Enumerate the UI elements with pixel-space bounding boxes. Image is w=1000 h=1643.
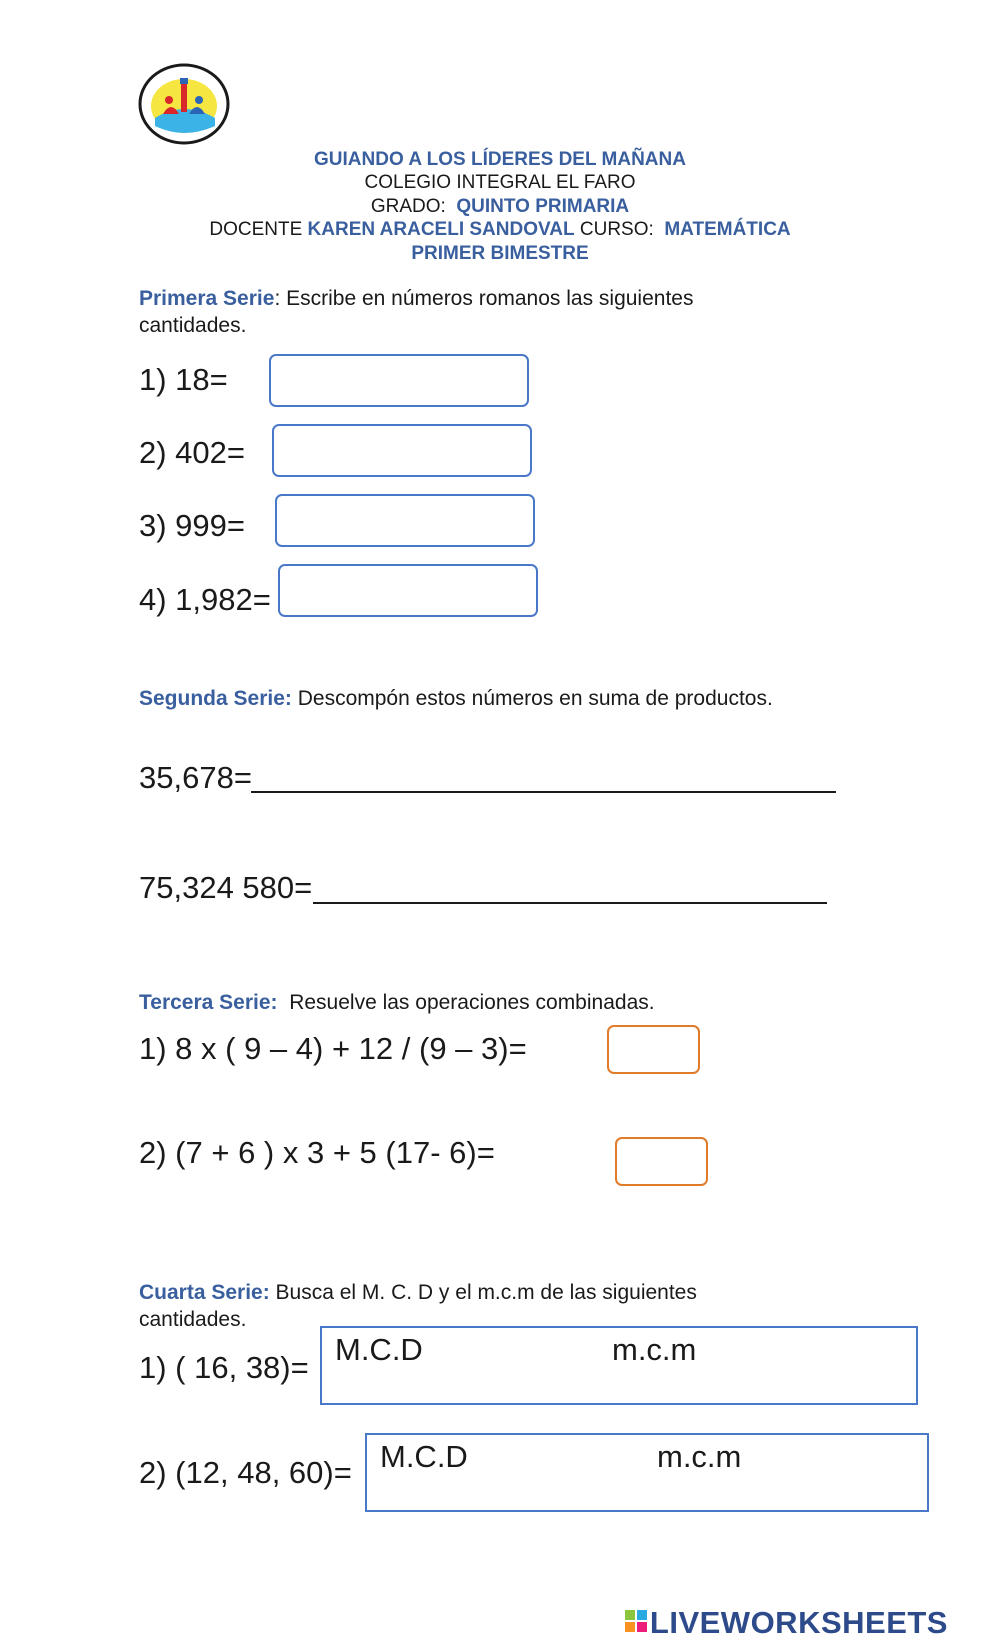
serie2-title: Segunda Serie: [139,687,292,710]
school-name: COLEGIO INTEGRAL EL FARO [364,172,636,193]
serie2-answer-line-1[interactable] [251,791,836,793]
serie1-answer-3[interactable] [275,494,535,547]
period: PRIMER BIMESTRE [411,243,589,264]
serie1-instruction: : Escribe en números romanos las siguientes cantidades. [139,287,694,337]
serie1-question-2: 2) 402= [139,435,246,470]
serie4-question-1: 1) ( 16, 38)= [139,1350,309,1385]
serie2-question-1: 35,678= [139,760,252,795]
serie4-title: Cuarta Serie: [139,1281,270,1304]
serie3-answer-2[interactable] [615,1137,708,1186]
teacher-line [0,218,1000,242]
mcd-label-1: M.C.D [335,1332,423,1367]
serie1-question-3: 3) 999= [139,508,246,543]
mcm-label-2: m.c.m [657,1439,742,1474]
school-motto: GUIANDO A LOS LÍDERES DEL MAÑANA [314,149,686,170]
serie3-title: Tercera Serie: [139,991,278,1014]
mcd-label-2: M.C.D [380,1439,468,1474]
grade-line [0,195,1000,219]
serie2-answer-line-2[interactable] [313,902,827,904]
serie1-title: Primera Serie [139,287,275,310]
teacher-label: DOCENTE [209,219,303,240]
liveworksheets-logo-icon [625,1610,647,1634]
serie3-question-2: 2) (7 + 6 ) x 3 + 5 (17- 6)= [139,1135,495,1170]
mcm-label-1: m.c.m [612,1332,697,1367]
serie1-question-1: 1) 18= [139,362,228,397]
serie3-instruction: Resuelve las operaciones combinadas. [277,991,655,1014]
teacher-name: KAREN ARACELI SANDOVAL [307,219,575,240]
serie4-question-2: 2) (12, 48, 60)= [139,1455,352,1490]
serie1-answer-1[interactable] [269,354,529,407]
liveworksheets-brand: LIVEWORKSHEETS [649,1605,948,1640]
serie3-question-1: 1) 8 x ( 9 – 4) + 12 / (9 – 3)= [139,1031,527,1066]
course-value: MATEMÁTICA [664,219,791,240]
serie4-heading [139,1279,779,1333]
serie1-question-4: 4) 1,982= [139,582,271,617]
serie4-answer-box-1[interactable] [320,1326,918,1405]
serie4-instruction: Busca el M. C. D y el m.c.m de las siguientes cantidades. [139,1281,697,1331]
school-logo [137,60,233,148]
serie3-answer-1[interactable] [607,1025,700,1074]
serie1-heading [139,285,759,339]
grade-value: QUINTO PRIMARIA [456,196,630,217]
serie3-heading [139,989,655,1016]
serie1-answer-2[interactable] [272,424,532,477]
serie2-heading [139,685,773,712]
course-label: CURSO: [579,219,654,240]
serie1-answer-4[interactable] [278,564,538,617]
serie2-instruction: Descompón estos números en suma de productos. [291,687,773,710]
serie4-answer-box-2[interactable] [365,1433,929,1512]
grade-label: GRADO: [370,196,446,217]
liveworksheets-watermark [625,1605,948,1641]
serie2-question-2: 75,324 580= [139,870,313,905]
